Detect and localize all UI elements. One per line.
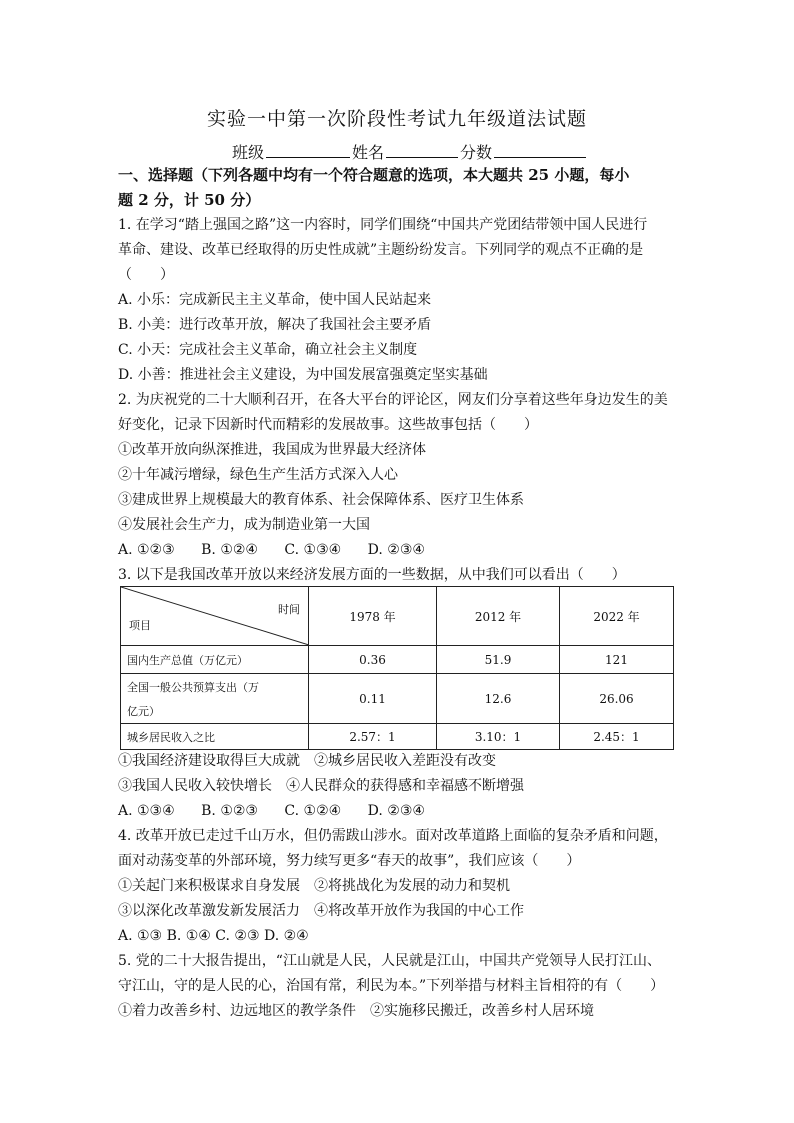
question-3-option-c: C. ①②④: [284, 803, 342, 819]
class-label: 班级: [232, 143, 265, 162]
row-label: 城乡居民收入之比: [121, 724, 309, 750]
name-field[interactable]: [386, 141, 458, 158]
question-1-option-d: D. 小善：推进社会主义建设，为中国发展富强奠定坚实基础: [118, 367, 488, 383]
table-cell: 12.6: [437, 674, 560, 724]
question-5-items: ①着力改善乡村、边远地区的教学条件 ②实施移民搬迁，改善乡村人居环境: [118, 1003, 594, 1019]
row-label-line: 全国一般公共预算支出（万: [127, 680, 259, 694]
question-5-stem-cont: 守江山，守的是人民的心，治国有常，利民为本。”下列举措与材料主旨相符的有（ ）: [118, 978, 665, 994]
question-2-option-a: A. ①②③: [118, 542, 175, 558]
question-1-stem: 1. 在学习“踏上强国之路”这一内容时，同学们围绕“中国共产党团结带领中国人民进行: [118, 217, 648, 233]
question-1-stem-cont: 革命、建设、改革已经取得的历史性成就”主题纷纷发言。下列同学的观点不正确的是: [118, 242, 644, 258]
year-header: 1978 年: [309, 587, 437, 646]
question-1-option-c: C. 小天：完成社会主义革命，确立社会主义制度: [118, 342, 418, 358]
table-cell: 0.11: [309, 674, 437, 724]
section-heading: 一、选择题（下列各题中均有一个符合题意的选项，本大题共 25 小题，每小: [118, 166, 630, 184]
table-cell: 2.45：1: [560, 724, 674, 750]
year-header: 2022 年: [560, 587, 674, 646]
corner-item-label: 项目: [129, 619, 151, 632]
question-2-item-4: ④发展社会生产力，成为制造业第一大国: [118, 517, 370, 533]
question-2-option-b: B. ①②④: [201, 542, 258, 558]
table-cell: 2.57：1: [309, 724, 437, 750]
question-2-option-d: D. ②③④: [367, 542, 425, 558]
question-4-options: A. ①③ B. ①④ C. ②③ D. ②④: [118, 928, 309, 944]
question-3-options: [118, 802, 447, 820]
data-table: [120, 586, 674, 750]
question-4-stem: 4. 改革开放已走过千山万水，但仍需跋山涉水。面对改革道路上面临的复杂矛盾和问题，: [118, 828, 668, 844]
question-3-items: ①我国经济建设取得巨大成就 ②城乡居民收入差距没有改变: [118, 753, 496, 769]
row-label: [121, 674, 309, 724]
table-header-row: [121, 587, 674, 646]
table-cell: 26.06: [560, 674, 674, 724]
question-2-item-3: ③建成世界上规模最大的教育体系、社会保障体系、医疗卫生体系: [118, 492, 524, 508]
question-2-option-c: C. ①③④: [284, 542, 342, 558]
question-1-blank: （ ）: [118, 267, 174, 283]
question-1-option-b: B. 小美：进行改革开放，解决了我国社会主要矛盾: [118, 317, 432, 333]
question-3-items-cont: ③我国人民收入较快增长 ④人民群众的获得感和幸福感不断增强: [118, 778, 524, 794]
table-cell: 121: [560, 646, 674, 674]
table-row: [121, 646, 674, 674]
name-label: 姓名: [352, 143, 385, 162]
corner-time-label: 时间: [278, 603, 300, 616]
table-corner-cell: [121, 587, 309, 646]
table-cell: 3.10：1: [437, 724, 560, 750]
score-label: 分数: [460, 143, 493, 162]
table-cell: 51.9: [437, 646, 560, 674]
page-title: 实验一中第一次阶段性考试九年级道法试题: [206, 108, 587, 130]
question-3-option-b: B. ①②③: [201, 803, 258, 819]
class-field[interactable]: [266, 141, 350, 158]
score-field[interactable]: [494, 141, 586, 158]
question-2-options: [118, 541, 447, 559]
question-2-stem-cont: 好变化，记录下因新时代而精彩的发展故事。这些故事包括（ ）: [118, 417, 538, 433]
question-4-stem-cont: 面对动荡变革的外部环境，努力续写更多“春天的故事”，我们应该（ ）: [118, 853, 581, 869]
question-3-option-a: A. ①③④: [118, 803, 175, 819]
row-label-line: 亿元）: [127, 704, 160, 718]
table-row: [121, 724, 674, 750]
question-4-items: ①关起门来积极谋求自身发展 ②将挑战化为发展的动力和契机: [118, 878, 510, 894]
table-row: [121, 674, 674, 724]
question-4-items-cont: ③以深化改革激发新发展活力 ④将改革开放作为我国的中心工作: [118, 903, 524, 919]
student-info-row: [232, 140, 588, 163]
question-2-item-1: ①改革开放向纵深推进，我国成为世界最大经济体: [118, 442, 426, 458]
table-cell: 0.36: [309, 646, 437, 674]
question-3-stem: 3. 以下是我国改革开放以来经济发展方面的一些数据，从中我们可以看出（ ）: [118, 567, 626, 583]
question-5-stem: 5. 党的二十大报告提出，“江山就是人民，人民就是江山，中国共产党领导人民打江山、: [118, 953, 661, 969]
row-label: 国内生产总值（万亿元）: [121, 646, 309, 674]
year-header: 2012 年: [437, 587, 560, 646]
question-2-stem: 2. 为庆祝党的二十大顺利召开，在各大平台的评论区，网友们分享着这些年身边发生的美: [118, 392, 668, 408]
section-heading-cont: 题 2 分，计 50 分）: [118, 191, 261, 209]
question-2-item-2: ②十年减污增绿，绿色生产生活方式深入人心: [118, 467, 398, 483]
question-1-option-a: A. 小乐：完成新民主主义革命，使中国人民站起来: [118, 292, 432, 308]
question-3-option-d: D. ②③④: [367, 803, 425, 819]
